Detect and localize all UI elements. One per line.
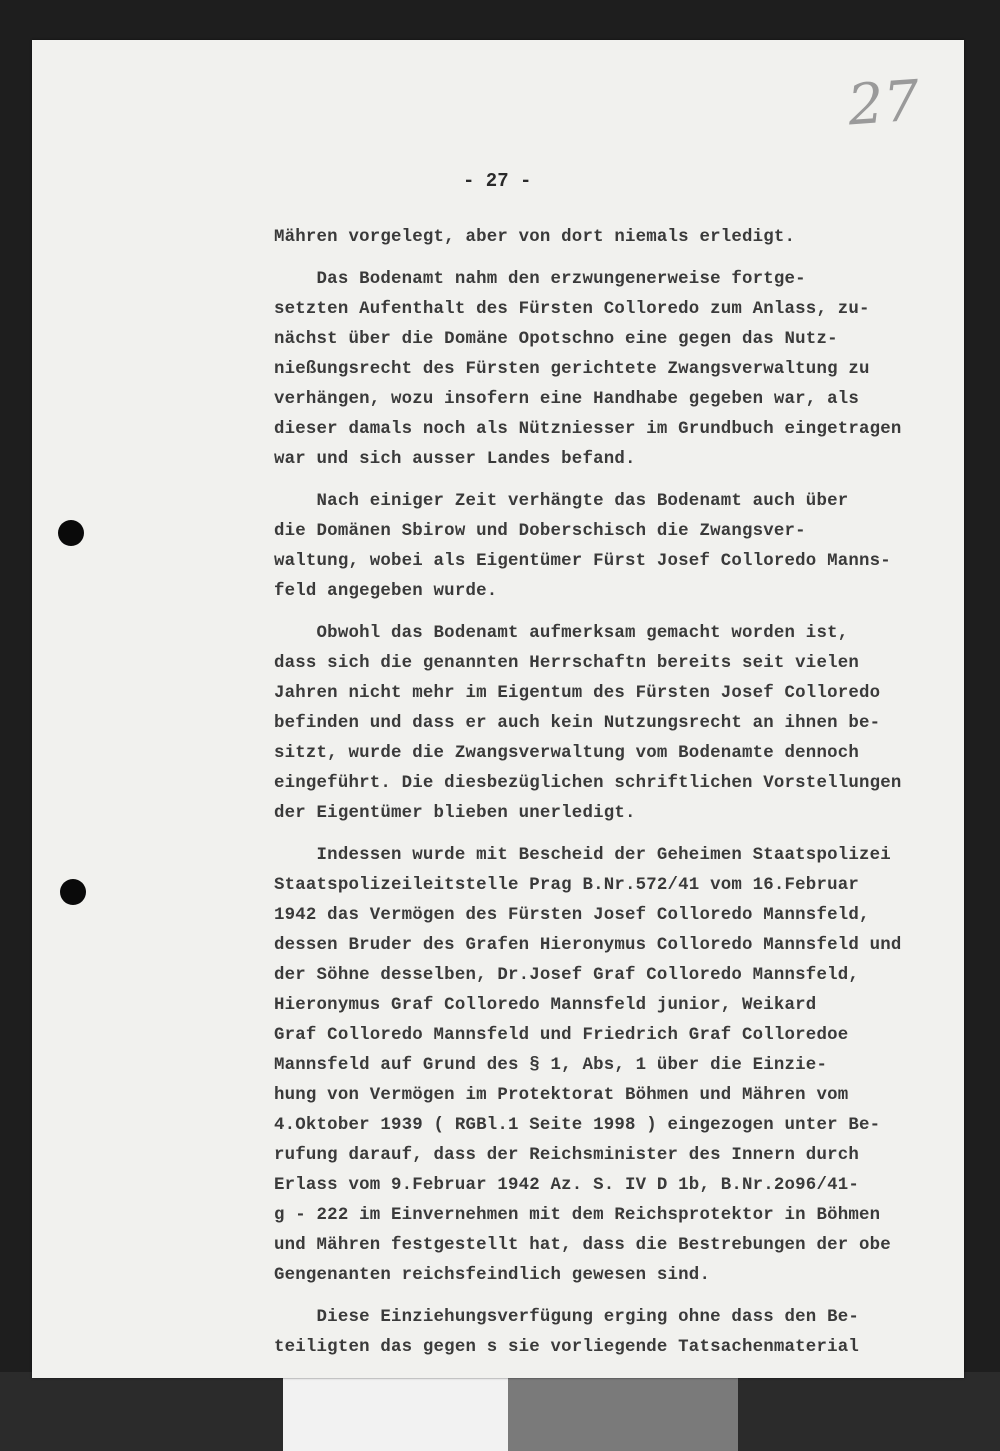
text-line: waltung, wobei als Eigentümer Fürst Josef Colloredo Manns- [274, 552, 891, 571]
text-line: teiligten das gegen s sie vorliegende Tatsachenmaterial [274, 1338, 859, 1357]
text-line: dieser damals noch als Nützniesser im Grundbuch eingetragen [274, 420, 902, 439]
text-line: hung von Vermögen im Protektorat Böhmen und Mähren vom [274, 1086, 849, 1105]
text-line: feld angegeben wurde. [274, 582, 498, 601]
text-line: eingeführt. Die diesbezüglichen schriftlichen Vorstellungen [274, 774, 902, 793]
text-line: Nach einiger Zeit verhängte das Bodenamt auch über [274, 492, 849, 511]
text-line: Diese Einziehungsverfügung erging ohne dass den Be- [274, 1308, 859, 1327]
text-line: Gengenanten reichsfeindlich gewesen sind. [274, 1266, 711, 1285]
text-line: der Eigentümer blieben unerledigt. [274, 804, 636, 823]
text-line: nießungsrecht des Fürsten gerichtete Zwangsverwaltung zu [274, 360, 870, 379]
text-line: Erlass vom 9.Februar 1942 Az. S. IV D 1b, B.Nr.2o96/41- [274, 1176, 859, 1195]
text-line: Obwohl das Bodenamt aufmerksam gemacht worden ist, [274, 624, 849, 643]
text-line: der Söhne desselben, Dr.Josef Graf Colloredo Mannsfeld, [274, 966, 859, 985]
text-line: dessen Bruder des Grafen Hieronymus Colloredo Mannsfeld und [274, 936, 902, 955]
text-line: rufung darauf, dass der Reichsminister des Innern durch [274, 1146, 859, 1165]
text-line: 1942 das Vermögen des Fürsten Josef Colloredo Mannsfeld, [274, 906, 870, 925]
punch-hole [60, 879, 86, 905]
text-line: Hieronymus Graf Colloredo Mannsfeld junior, Weikard [274, 996, 817, 1015]
text-line: war und sich ausser Landes befand. [274, 450, 636, 469]
punch-hole [58, 520, 84, 546]
text-line: die Domänen Sbirow und Doberschisch die Zwangsver- [274, 522, 806, 541]
text-line: Staatspolizeileitstelle Prag B.Nr.572/41 vom 16.Februar [274, 876, 859, 895]
gray-calibration-card [508, 1378, 738, 1451]
text-line: 4.Oktober 1939 ( RGBl.1 Seite 1998 ) eingezogen unter Be- [274, 1116, 881, 1135]
text-line: Indessen wurde mit Bescheid der Geheimen Staatspolizei [274, 846, 891, 865]
text-line: verhängen, wozu insofern eine Handhabe gegeben war, als [274, 390, 859, 409]
text-line: Mannsfeld auf Grund des § 1, Abs, 1 über die Einzie- [274, 1056, 828, 1075]
text-line: setzten Aufenthalt des Fürsten Colloredo zum Anlass, zu- [274, 300, 870, 319]
white-calibration-card [283, 1378, 508, 1451]
page-number: - 27 - [463, 170, 532, 192]
text-line: sitzt, wurde die Zwangsverwaltung vom Bodenamte dennoch [274, 744, 859, 763]
text-line: Graf Colloredo Mannsfeld und Friedrich Graf Colloredoe [274, 1026, 849, 1045]
handwritten-page-mark: 27 [845, 68, 922, 139]
text-line: dass sich die genannten Herrschaftn bereits seit vielen [274, 654, 859, 673]
text-line: Mähren vorgelegt, aber von dort niemals erledigt. [274, 228, 796, 247]
text-line: und Mähren festgestellt hat, dass die Bestrebungen der obe [274, 1236, 891, 1255]
text-line: Jahren nicht mehr im Eigentum des Fürsten Josef Colloredo [274, 684, 881, 703]
text-line: g - 222 im Einvernehmen mit dem Reichsprotektor in Böhmen [274, 1206, 881, 1225]
text-line: nächst über die Domäne Opotschno eine gegen das Nutz- [274, 330, 838, 349]
text-line: Das Bodenamt nahm den erzwungenerweise fortge- [274, 270, 806, 289]
text-line: befinden und dass er auch kein Nutzungsrecht an ihnen be- [274, 714, 881, 733]
